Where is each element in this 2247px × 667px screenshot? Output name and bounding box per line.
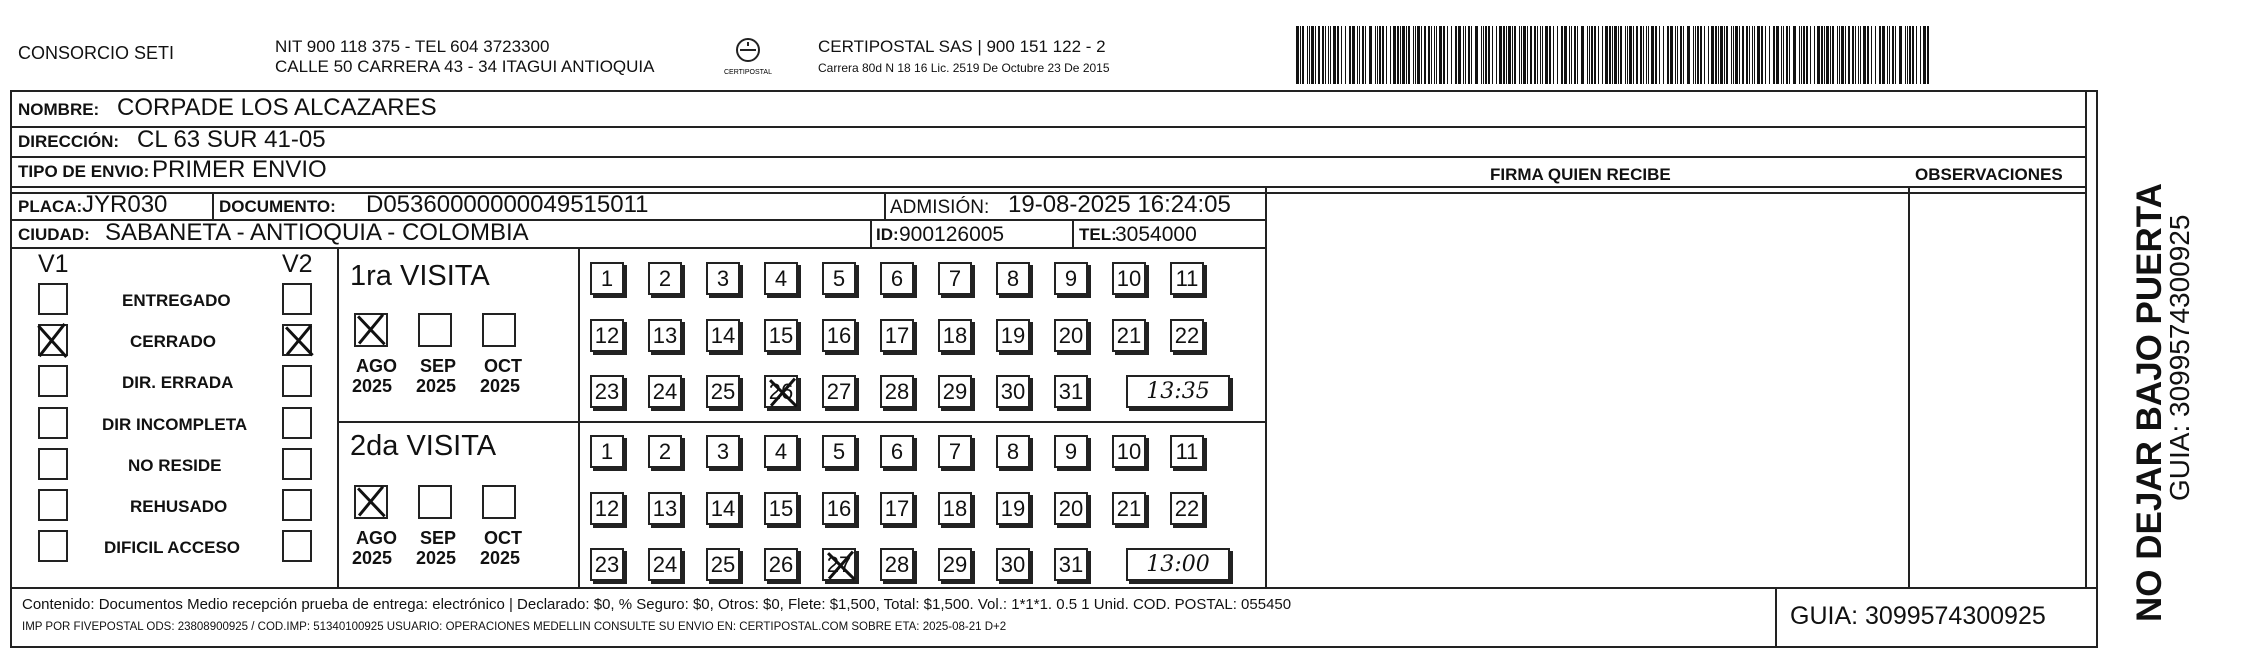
day-box[interactable]: 17	[880, 319, 914, 352]
day-box[interactable]: 11	[1170, 435, 1204, 468]
day-box[interactable]: 22	[1170, 319, 1204, 352]
day-box[interactable]: 20	[1054, 319, 1088, 352]
carrier-line2: Carrera 80d N 18 16 Lic. 2519 De Octubre 23 De 2015	[818, 61, 1110, 75]
status-label: REHUSADO	[130, 496, 228, 516]
day-box[interactable]: 13	[648, 319, 682, 352]
v1-checkbox[interactable]	[38, 489, 68, 521]
day-box[interactable]: 24	[648, 375, 682, 408]
status-label: DIR. ERRADA	[122, 373, 234, 393]
v2-checkbox[interactable]	[282, 489, 312, 521]
day-box[interactable]: 26	[764, 548, 798, 581]
day-box[interactable]: 26	[764, 375, 798, 408]
id-value: 900126005	[899, 223, 1005, 246]
day-box[interactable]: 16	[822, 492, 856, 525]
day-box[interactable]: 15	[764, 492, 798, 525]
handwritten-x-mark	[766, 377, 800, 409]
v1-checkbox[interactable]	[38, 365, 68, 397]
v1-checkbox[interactable]	[38, 448, 68, 480]
day-box[interactable]: 23	[590, 375, 624, 408]
year-label: 2025	[352, 376, 393, 396]
side-guia: GUIA: 3099574300925	[2164, 214, 2195, 501]
v2-checkbox[interactable]	[282, 407, 312, 439]
v2-checkbox[interactable]	[282, 365, 312, 397]
day-box[interactable]: 21	[1112, 319, 1146, 352]
day-box[interactable]: 14	[706, 319, 740, 352]
day-box[interactable]: 31	[1054, 548, 1088, 581]
v1-checkbox[interactable]	[38, 324, 68, 356]
handwritten-x-mark	[354, 485, 388, 519]
status-label: CERRADO	[130, 332, 216, 352]
status-label: NO RESIDE	[128, 455, 222, 475]
v1-checkbox[interactable]	[38, 407, 68, 439]
documento-value: D05360000000049515011	[366, 191, 649, 218]
day-box[interactable]: 8	[996, 435, 1030, 468]
day-box[interactable]: 29	[938, 548, 972, 581]
ciudad-value: SABANETA - ANTIOQUIA - COLOMBIA	[105, 219, 529, 246]
admision-value: 19-08-2025 16:24:05	[1008, 191, 1231, 218]
direccion-label: DIRECCIÓN:	[18, 132, 120, 151]
month-checkbox[interactable]	[482, 313, 516, 347]
day-box[interactable]: 29	[938, 375, 972, 408]
day-box[interactable]: 17	[880, 492, 914, 525]
documento-label: DOCUMENTO:	[219, 197, 336, 216]
day-box[interactable]: 10	[1112, 262, 1146, 295]
day-box[interactable]: 19	[996, 319, 1030, 352]
day-box[interactable]: 24	[648, 548, 682, 581]
v2-header: V2	[282, 250, 313, 278]
day-box[interactable]: 12	[590, 319, 624, 352]
day-box[interactable]: 2	[648, 435, 682, 468]
direccion-value: CL 63 SUR 41-05	[137, 126, 326, 153]
company-name: CONSORCIO SETI	[18, 43, 175, 63]
nombre-value: CORPADE LOS ALCAZARES	[117, 94, 437, 121]
ciudad-label: CIUDAD:	[18, 225, 90, 244]
day-box[interactable]: 9	[1054, 262, 1088, 295]
status-label: DIR INCOMPLETA	[102, 414, 248, 434]
day-box[interactable]: 18	[938, 319, 972, 352]
status-label: DIFICIL ACCESO	[104, 538, 241, 558]
v1-checkbox[interactable]	[38, 530, 68, 562]
visit-time: 13:35	[1126, 375, 1230, 408]
day-box[interactable]: 30	[996, 548, 1030, 581]
month-checkbox[interactable]	[418, 313, 452, 347]
v2-checkbox[interactable]	[282, 324, 312, 356]
day-box[interactable]: 16	[822, 319, 856, 352]
year-label: 2025	[480, 376, 521, 396]
day-box[interactable]: 27	[822, 548, 856, 581]
day-box[interactable]: 22	[1170, 492, 1204, 525]
v1-header: V1	[38, 250, 69, 278]
year-label: 2025	[416, 376, 457, 396]
svg-text:CERTIPOSTAL: CERTIPOSTAL	[724, 69, 772, 76]
day-box[interactable]: 2	[648, 262, 682, 295]
day-box[interactable]: 5	[822, 435, 856, 468]
month-checkbox[interactable]	[354, 485, 388, 519]
certipostal-logo	[718, 36, 778, 80]
day-box[interactable]: 15	[764, 319, 798, 352]
month-checkbox[interactable]	[482, 485, 516, 519]
year-label: 2025	[352, 548, 393, 568]
day-box[interactable]: 31	[1054, 375, 1088, 408]
month-label: AGO	[356, 356, 398, 376]
day-box[interactable]: 1	[590, 435, 624, 468]
visit2-title: 2da VISITA	[350, 430, 497, 462]
visit-time: 13:00	[1126, 548, 1230, 581]
day-box[interactable]: 4	[764, 435, 798, 468]
tel-value: 3054000	[1115, 223, 1197, 246]
footer-imp: IMP POR FIVEPOSTAL ODS: 23808900925 / COD.IMP: 51340100925 USUARIO: OPERACIONES MEDELLIN CONSULTE SU ENVIO EN: CERTIPOSTAL.COM SOBRE ETA: 2025-08-21 D+2	[22, 621, 1007, 633]
month-checkbox[interactable]	[418, 485, 452, 519]
day-box[interactable]: 18	[938, 492, 972, 525]
day-box[interactable]: 27	[822, 375, 856, 408]
day-box[interactable]: 14	[706, 492, 740, 525]
day-box[interactable]: 28	[880, 375, 914, 408]
nit-line: NIT 900 118 375 - TEL 604 3723300	[275, 37, 550, 56]
status-label: ENTREGADO	[122, 291, 231, 310]
day-box[interactable]: 25	[706, 375, 740, 408]
footer-contenido: Contenido: Documentos Medio recepción prueba de entrega: electrónico | Declarado: $0, % Seguro: $0, Otros: $0, Flete: $1,500, Total: $1,500. Vol.: 1*1*1. 0.5 1 Unid. COD. POSTAL: 055450	[22, 596, 1292, 613]
year-label: 2025	[480, 548, 521, 568]
handwritten-x-mark	[354, 313, 388, 347]
day-box[interactable]: 5	[822, 262, 856, 295]
day-box[interactable]: 7	[938, 435, 972, 468]
day-box[interactable]: 20	[1054, 492, 1088, 525]
day-box[interactable]: 1	[590, 262, 624, 295]
day-box[interactable]: 3	[706, 262, 740, 295]
visit1-title: 1ra VISITA	[350, 260, 490, 292]
month-label: AGO	[356, 528, 398, 548]
placa-label: PLACA:	[18, 197, 83, 216]
year-label: 2025	[416, 548, 457, 568]
v1-checkbox[interactable]	[38, 283, 68, 315]
month-label: OCT	[484, 356, 522, 376]
placa-value: JYR030	[82, 191, 168, 218]
handwritten-x-mark	[824, 550, 858, 582]
nombre-label: NOMBRE:	[18, 100, 100, 119]
day-box[interactable]: 25	[706, 548, 740, 581]
month-checkbox[interactable]	[354, 313, 388, 347]
handwritten-x-mark	[282, 324, 316, 358]
address-line: CALLE 50 CARRERA 43 - 34 ITAGUI ANTIOQUIA	[275, 57, 655, 76]
day-box[interactable]: 13	[648, 492, 682, 525]
v2-checkbox[interactable]	[282, 448, 312, 480]
day-box[interactable]: 19	[996, 492, 1030, 525]
day-box[interactable]: 3	[706, 435, 740, 468]
day-box[interactable]: 21	[1112, 492, 1146, 525]
day-box[interactable]: 9	[1054, 435, 1088, 468]
observaciones-header: OBSERVACIONES	[1915, 165, 2063, 184]
v2-checkbox[interactable]	[282, 530, 312, 562]
month-label: SEP	[420, 528, 457, 548]
tel-label: TEL:	[1079, 225, 1117, 244]
footer-guia: GUIA: 3099574300925	[1790, 602, 2046, 630]
day-box[interactable]: 10	[1112, 435, 1146, 468]
no-dejar-warning: NO DEJAR BAJO PUERTA	[2130, 183, 2169, 622]
carrier-line1: CERTIPOSTAL SAS | 900 151 122 - 2	[818, 37, 1106, 56]
day-box[interactable]: 6	[880, 262, 914, 295]
admision-label: ADMISIÓN:	[890, 197, 990, 218]
day-box[interactable]: 7	[938, 262, 972, 295]
day-box[interactable]: 23	[590, 548, 624, 581]
day-box[interactable]: 6	[880, 435, 914, 468]
tipo-envio-value: PRIMER ENVIO	[152, 156, 327, 183]
v2-checkbox[interactable]	[282, 283, 312, 315]
day-box[interactable]: 12	[590, 492, 624, 525]
day-box[interactable]: 28	[880, 548, 914, 581]
day-box[interactable]: 30	[996, 375, 1030, 408]
tipo-envio-label: TIPO DE ENVIO:	[18, 162, 150, 181]
day-box[interactable]: 11	[1170, 262, 1204, 295]
handwritten-x-mark	[34, 322, 70, 360]
day-box[interactable]: 4	[764, 262, 798, 295]
day-box[interactable]: 8	[996, 262, 1030, 295]
id-label: ID:	[876, 225, 899, 244]
firma-header: FIRMA QUIEN RECIBE	[1490, 165, 1671, 184]
month-label: OCT	[484, 528, 522, 548]
barcode	[1296, 26, 1930, 84]
month-label: SEP	[420, 356, 457, 376]
